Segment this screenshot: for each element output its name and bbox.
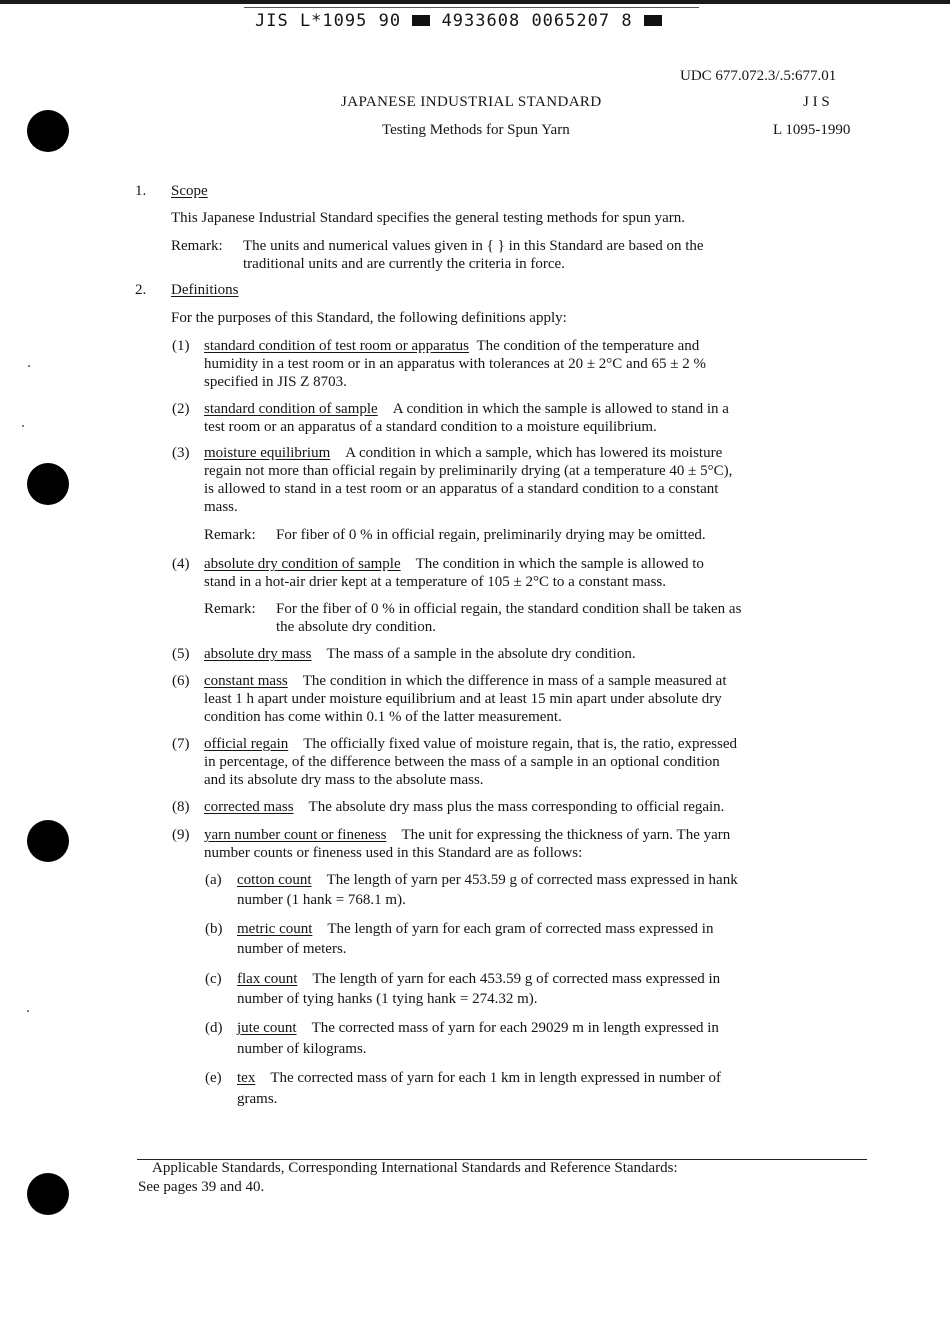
remark-text: The units and numerical values given in { } in this Standard are based on the (243, 238, 704, 254)
scope-body: This Japanese Industrial Standard specifies the general testing methods for spun yarn. (171, 210, 686, 226)
definition-text: The absolute dry mass plus the mass corresponding to official regain. (308, 799, 725, 815)
binder-hole-icon (27, 1173, 69, 1215)
page-title: Testing Methods for Spun Yarn (382, 122, 570, 138)
remark-text: For the fiber of 0 % in official regain, the standard condition shall be taken as (276, 601, 742, 617)
definition-text: The condition in which the difference in mass of a sample measured at (302, 673, 727, 689)
subdefinition-term: jute count (237, 1020, 297, 1036)
subdefinition-text: number of tying hanks (1 tying hank = 274.32 m). (237, 991, 538, 1007)
definition-line (204, 445, 722, 462)
definition-line (204, 646, 636, 663)
definition-text: A condition in which the sample is allowed to stand in a (392, 401, 729, 417)
subdefinition-line (237, 872, 738, 889)
subitem-letter: (c) (205, 971, 222, 987)
definition-text: The mass of a sample in the absolute dry condition. (326, 646, 636, 662)
remark-text: the absolute dry condition. (276, 619, 436, 635)
item-number: (8) (172, 799, 190, 815)
definition-text: The officially fixed value of moisture regain, that is, the ratio, expressed (303, 736, 738, 752)
section-title-definitions: Definitions (171, 282, 239, 298)
subitem-letter: (d) (205, 1020, 223, 1036)
definitions-intro: For the purposes of this Standard, the following definitions apply: (171, 310, 567, 326)
item-number: (1) (172, 338, 190, 354)
definition-text: number counts or fineness used in this Standard are as follows: (204, 845, 583, 861)
subdefinition-line (237, 971, 720, 988)
subdefinition-term: flax count (237, 971, 298, 987)
definition-text: The condition of the temperature and (476, 338, 700, 354)
definition-text: condition has come within 0.1 % of the latter measurement. (204, 709, 562, 725)
definition-term: official regain (204, 736, 289, 752)
section-title-scope: Scope (171, 183, 208, 199)
definition-term: corrected mass (204, 799, 294, 815)
definition-term: standard condition of sample (204, 401, 378, 417)
scan-code-a: JIS L*1095 90 (255, 11, 402, 31)
definition-term: constant mass (204, 673, 288, 689)
footnote-line: See pages 39 and 40. (138, 1179, 265, 1195)
definition-line (204, 673, 727, 690)
subdefinition-text: number of kilograms. (237, 1041, 367, 1057)
definition-text: test room or an apparatus of a standard condition to a moisture equilibrium. (204, 419, 657, 435)
definition-term: moisture equilibrium (204, 445, 331, 461)
remark-label: Remark: (171, 238, 223, 254)
section-number: 2. (135, 282, 147, 298)
subdefinition-line (237, 1070, 721, 1087)
definition-text: The unit for expressing the thickness of yarn. The yarn (401, 827, 731, 843)
speck-mark (22, 425, 24, 427)
speck-mark (28, 365, 30, 367)
item-number: (5) (172, 646, 190, 662)
black-block-icon (644, 15, 662, 26)
definition-text: The condition in which the sample is allowed to (415, 556, 704, 572)
definition-text: is allowed to stand in a test room or an apparatus of a standard condition to a constant (204, 481, 719, 497)
definition-term: standard condition of test room or apparatus (204, 338, 469, 354)
subdefinition-term: cotton count (237, 872, 312, 888)
definition-text: humidity in a test room or in an apparatus with tolerances at 20 ± 2°C and 65 ± 2 % (204, 356, 706, 372)
section-number: 1. (135, 183, 147, 199)
definition-line (204, 799, 724, 816)
subdefinition-text: number of meters. (237, 941, 347, 957)
definition-text: specified in JIS Z 8703. (204, 374, 347, 390)
binder-hole-icon (27, 820, 69, 862)
item-number: (7) (172, 736, 190, 752)
definition-term: absolute dry mass (204, 646, 312, 662)
definition-text: A condition in which a sample, which has lowered its moisture (345, 445, 723, 461)
standard-number: L 1095-1990 (773, 122, 851, 138)
remark-text: traditional units and are currently the criteria in force. (243, 256, 565, 272)
subdefinition-text: The corrected mass of yarn for each 1 km in length expressed in number of (270, 1070, 722, 1086)
black-block-icon (412, 15, 430, 26)
definition-text: stand in a hot-air drier kept at a temperature of 105 ± 2°C to a constant mass. (204, 574, 667, 590)
scan-top-edge (0, 0, 950, 4)
subitem-letter: (b) (205, 921, 223, 937)
scan-code-b: 4933608 0065207 8 (441, 11, 633, 31)
binder-hole-icon (27, 110, 69, 152)
remark-label: Remark: (204, 527, 256, 543)
subdefinition-term: tex (237, 1070, 256, 1086)
subdefinition-text: grams. (237, 1091, 278, 1107)
remark-label: Remark: (204, 601, 256, 617)
speck-mark (27, 1010, 29, 1012)
subdefinition-text: The corrected mass of yarn for each 29029 m in length expressed in (311, 1020, 719, 1036)
subdefinition-text: number (1 hank = 768.1 m). (237, 892, 406, 908)
scan-top-rule (244, 7, 699, 8)
item-number: (2) (172, 401, 190, 417)
subitem-letter: (e) (205, 1070, 222, 1086)
item-number: (6) (172, 673, 190, 689)
subdefinition-text: The length of yarn per 453.59 g of corrected mass expressed in hank (326, 872, 738, 888)
definition-line (204, 736, 737, 753)
subdefinition-line (237, 921, 713, 938)
definition-text: mass. (204, 499, 238, 515)
udc-code: UDC 677.072.3/.5:677.01 (680, 68, 837, 84)
definition-text: least 1 h apart under moisture equilibrium and at least 15 min apart under absolute dry (204, 691, 722, 707)
subitem-letter: (a) (205, 872, 222, 888)
org-name: JAPANESE INDUSTRIAL STANDARD (341, 94, 602, 110)
definition-text: in percentage, of the difference between the mass of a sample in an optional condition (204, 754, 720, 770)
definition-term: absolute dry condition of sample (204, 556, 401, 572)
definition-line (204, 556, 704, 573)
definition-text: regain not more than official regain by preliminarily drying (at a temperature 40 ± 5°C), (204, 463, 733, 479)
subdefinition-text: The length of yarn for each gram of corrected mass expressed in (327, 921, 714, 937)
remark-text: For fiber of 0 % in official regain, preliminarily drying may be omitted. (276, 527, 706, 543)
footnote-line: Applicable Standards, Corresponding International Standards and Reference Standards: (152, 1160, 678, 1176)
item-number: (3) (172, 445, 190, 461)
item-number: (4) (172, 556, 190, 572)
subdefinition-line (237, 1020, 719, 1037)
definition-term: yarn number count or fineness (204, 827, 387, 843)
binder-hole-icon (27, 463, 69, 505)
definition-line (204, 827, 730, 844)
subdefinition-term: metric count (237, 921, 313, 937)
definition-line (204, 338, 699, 355)
jis-mark: J I S (803, 94, 830, 110)
definition-text: and its absolute dry mass to the absolute mass. (204, 772, 484, 788)
subdefinition-text: The length of yarn for each 453.59 g of corrected mass expressed in (312, 971, 721, 987)
definition-line (204, 401, 729, 418)
scan-code-line (255, 13, 662, 30)
item-number: (9) (172, 827, 190, 843)
